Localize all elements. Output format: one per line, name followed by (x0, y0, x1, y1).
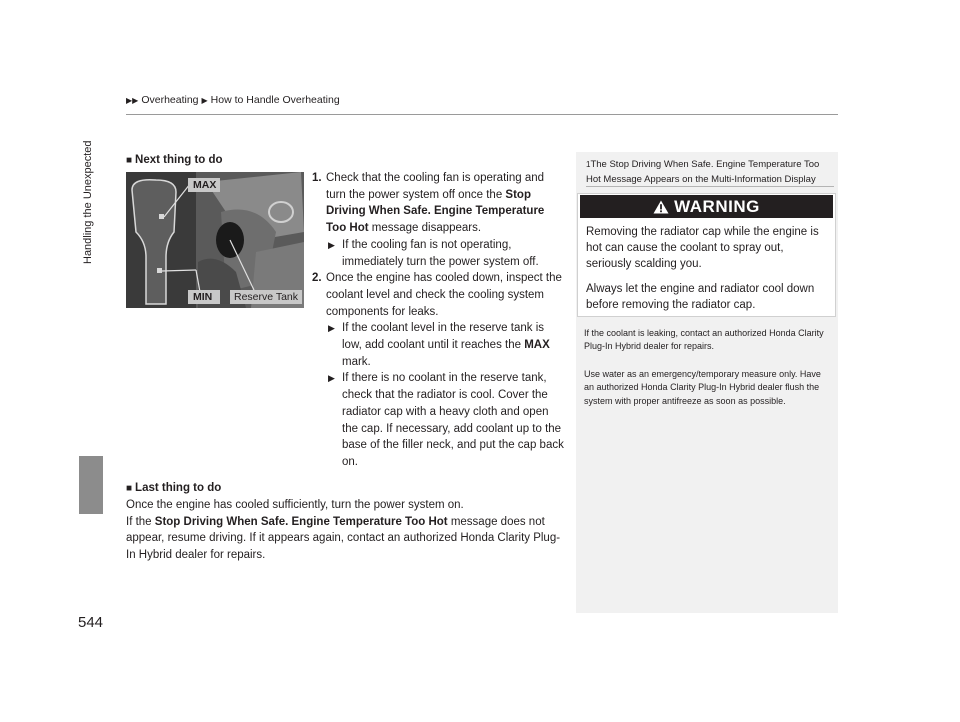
breadcrumb (126, 94, 340, 106)
max-label: MAX (193, 179, 217, 191)
square-bullet-icon: ■ (126, 155, 133, 166)
message-name: Stop Driving When Safe. Engine Temperature Too Hot (154, 515, 448, 528)
step-2-substep: ▶ If there is no coolant in the reserve tank, check that the radiator is cool. Cover the radiator cap with a heavy cloth and open the cap. If necessary, add coolant up to the base of the filler neck, and put the cap back on. (328, 372, 564, 468)
arrow-icon: ▶ (328, 373, 335, 384)
sidebar-title: $^1$The Stop Driving When Safe. Engine Temperature Too Hot Message Appears on the Multi-Information Display (586, 159, 820, 185)
sidebar-note-2: Use water as an emergency/temporary measure only. Have an authorized Honda Clarity Plug-In Hybrid dealer flush the system with proper antifreeze as soon as possible. (584, 369, 821, 406)
reserve-tank-label: Reserve Tank (234, 291, 299, 303)
square-bullet-icon: ■ (126, 483, 133, 494)
step-1: 1. Check that the cooling fan is operating and turn the power system off once the Stop Driving When Safe. Engine Temperature Too Hot message disappears. ▶ If the cooling fan is not operating, immediately turn the power system off. (312, 170, 564, 270)
breadcrumb-arrow-icon: ▶ (201, 95, 208, 105)
warning-box (577, 193, 836, 317)
sidebar-divider (586, 186, 834, 187)
engine-bay-illustration (126, 172, 304, 308)
breadcrumb-item-how-to[interactable]: How to Handle Overheating (210, 94, 340, 106)
section-heading-last: ■ Last thing to do (126, 482, 222, 494)
warning-triangle-icon (653, 200, 669, 214)
warning-header (580, 195, 833, 218)
page-number: 544 (78, 614, 104, 631)
breadcrumb-arrow-icon: ▶▶ (126, 95, 139, 105)
step-number: 2. (312, 272, 322, 285)
reference-marker: 1 (586, 160, 591, 169)
step-1-substep: ▶ If the cooling fan is not operating, immediately turn the power system off. (328, 238, 539, 268)
min-label: MIN (193, 291, 213, 303)
warning-text: Removing the radiator cap while the engine is hot can cause the coolant to spray out, seriously scalding you. Always let the engine and radiator cool down before removing the radiator cap. (586, 226, 819, 311)
side-tab-label: Handling the Unexpected (82, 140, 94, 264)
steps-list (312, 170, 564, 471)
warning-label: WARNING (674, 196, 760, 216)
step-number: 1. (312, 172, 322, 184)
sidebar-note-1: If the coolant is leaking, contact an authorized Honda Clarity Plug-In Hybrid dealer for repairs. (584, 328, 824, 352)
step-2-substep: ▶ If the coolant level in the reserve tank is low, add coolant until it reaches the MAX mark. (328, 322, 550, 368)
arrow-icon: ▶ (328, 239, 335, 250)
step-2: 2. Once the engine has cooled down, inspect the coolant level and check the cooling system components for leaks. ▶ If the coolant level in the reserve tank is low, add coolant until it reaches the MAX mark. ▶ If there is no coolant in the reserve tank, check that the radiator is cool. Cover the radiator cap with a heavy cloth and open the cap. If necessary, add coolant up to the base of the filler neck, and put the cap back on. (312, 270, 564, 470)
arrow-icon: ▶ (328, 323, 335, 334)
section-heading-next: ■ Next thing to do (126, 154, 223, 166)
header-divider (126, 114, 838, 115)
engine-bay-image (126, 172, 304, 308)
last-section-body: Once the engine has cooled sufficiently, turn the power system on. If the Stop Driving When Safe. Engine Temperature Too Hot message does not appear, resume driving. If it appears again, contact an authorized Honda Clarity Plug-In Hybrid dealer for repairs. (126, 499, 561, 562)
message-name: Stop Driving When Safe. Engine Temperature Too Hot (326, 188, 545, 235)
breadcrumb-item-overheating[interactable]: Overheating (141, 94, 199, 106)
side-tab-marker (79, 456, 103, 514)
